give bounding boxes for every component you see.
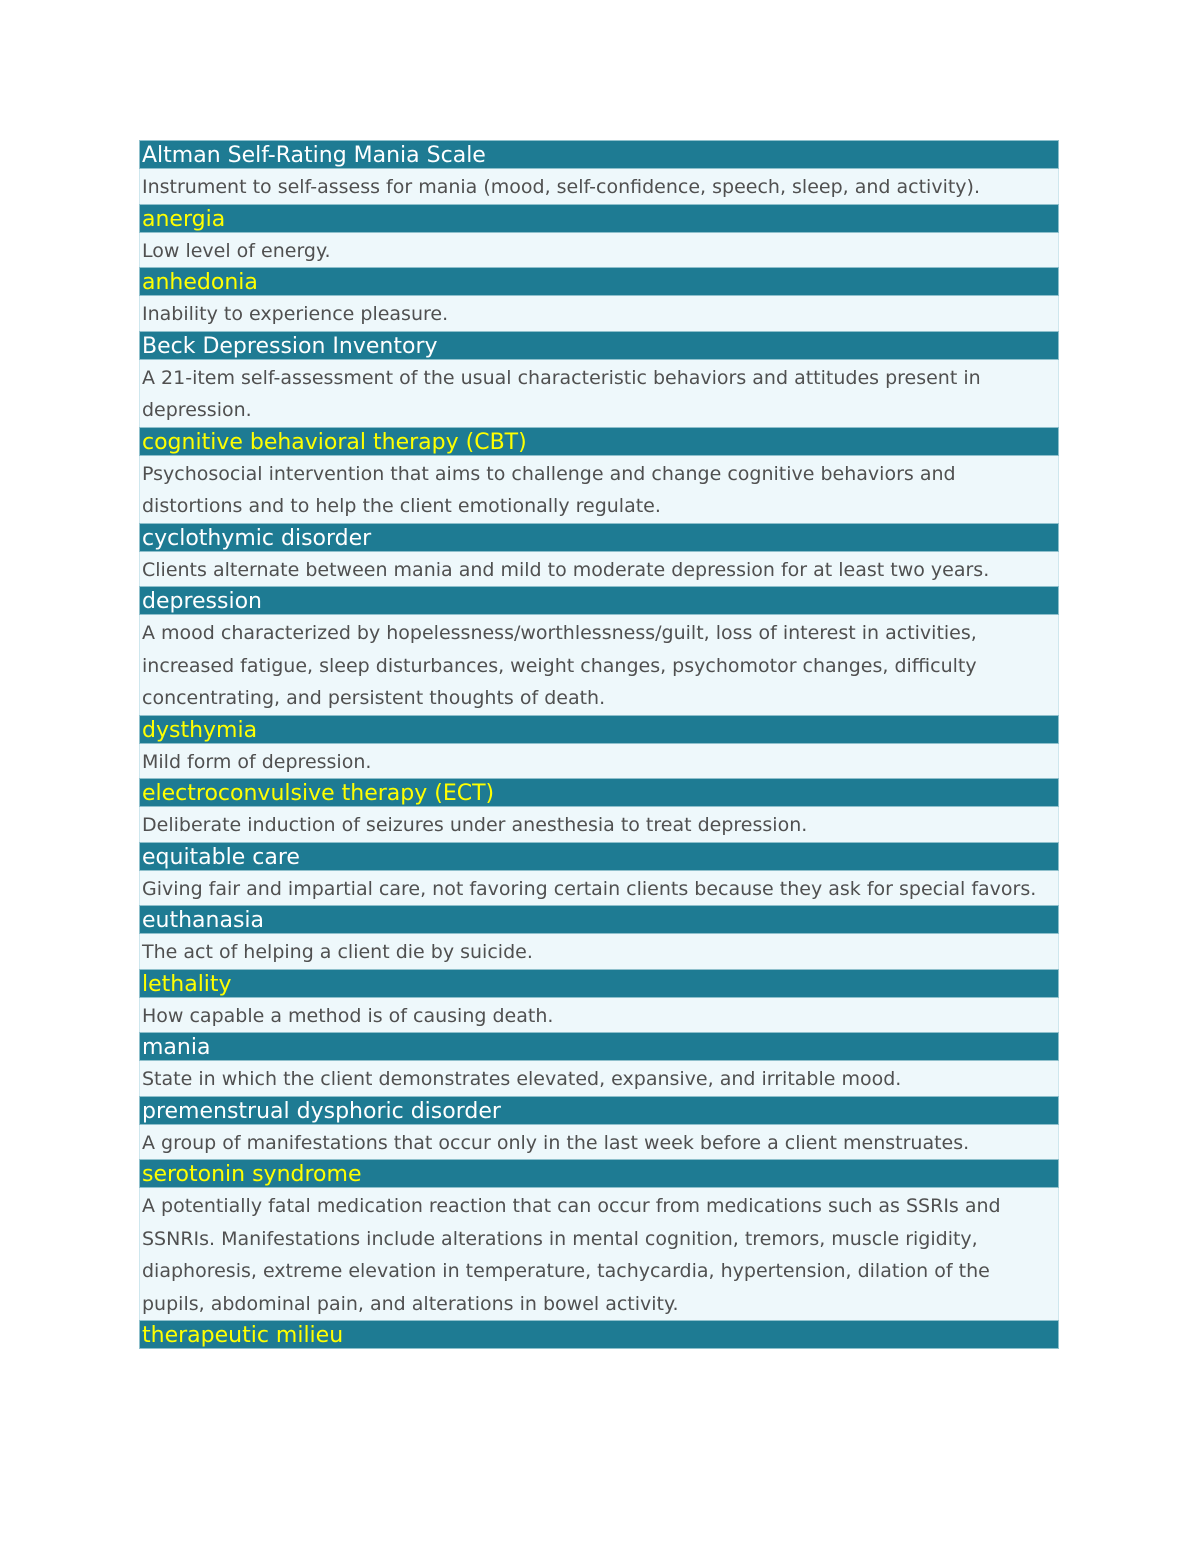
glossary-term: mania [139,1032,1059,1061]
glossary-term: anhedonia [139,267,1059,296]
glossary-definition: A mood characterized by hopelessness/worthlessness/guilt, loss of interest in activities, increased fatigue, sleep disturbances, weight changes, psychomotor changes, difficulty concentrating, and persistent thoughts of death. [139,615,1059,715]
glossary-definition: Deliberate induction of seizures under anesthesia to treat depression. [139,807,1059,842]
glossary-term: equitable care [139,842,1059,871]
glossary-definition: Mild form of depression. [139,744,1059,779]
glossary-definition: Instrument to self-assess for mania (mood, self-confidence, speech, sleep, and activity). [139,169,1059,204]
glossary-definition: A 21-item self-assessment of the usual characteristic behaviors and attitudes present in depression. [139,360,1059,427]
glossary-term: Altman Self-Rating Mania Scale [139,140,1059,169]
glossary-term: lethality [139,969,1059,998]
glossary-term: cyclothymic disorder [139,523,1059,552]
glossary-definition: Inability to experience pleasure. [139,296,1059,331]
glossary-term: dysthymia [139,715,1059,744]
glossary-term: premenstrual dysphoric disorder [139,1096,1059,1125]
glossary-table [139,140,1059,1349]
glossary-term: depression [139,586,1059,615]
glossary-definition: Giving fair and impartial care, not favoring certain clients because they ask for special favors. [139,871,1059,906]
glossary-definition: Clients alternate between mania and mild to moderate depression for at least two years. [139,552,1059,587]
glossary-term: anergia [139,204,1059,233]
glossary-definition: State in which the client demonstrates elevated, expansive, and irritable mood. [139,1061,1059,1096]
glossary-definition: A potentially fatal medication reaction that can occur from medications such as SSRIs and SSNRIs. Manifestations include alterations in mental cognition, tremors, muscle rigidity, diaphoresis, extreme elevation in temperature, tachycardia, hypertension, dilation of the pupils, abdominal pain, and alterations in bowel activity. [139,1188,1059,1320]
glossary-term: electroconvulsive therapy (ECT) [139,778,1059,807]
glossary-definition: A group of manifestations that occur only in the last week before a client menstruates. [139,1125,1059,1160]
glossary-term: therapeutic milieu [139,1320,1059,1349]
glossary-term: euthanasia [139,905,1059,934]
glossary-term: serotonin syndrome [139,1159,1059,1188]
glossary-term: cognitive behavioral therapy (CBT) [139,427,1059,456]
glossary-definition: The act of helping a client die by suicide. [139,934,1059,969]
glossary-term: Beck Depression Inventory [139,331,1059,360]
glossary-definition: Psychosocial intervention that aims to challenge and change cognitive behaviors and distortions and to help the client emotionally regulate. [139,456,1059,523]
glossary-definition: Low level of energy. [139,233,1059,268]
glossary-definition: How capable a method is of causing death. [139,998,1059,1033]
